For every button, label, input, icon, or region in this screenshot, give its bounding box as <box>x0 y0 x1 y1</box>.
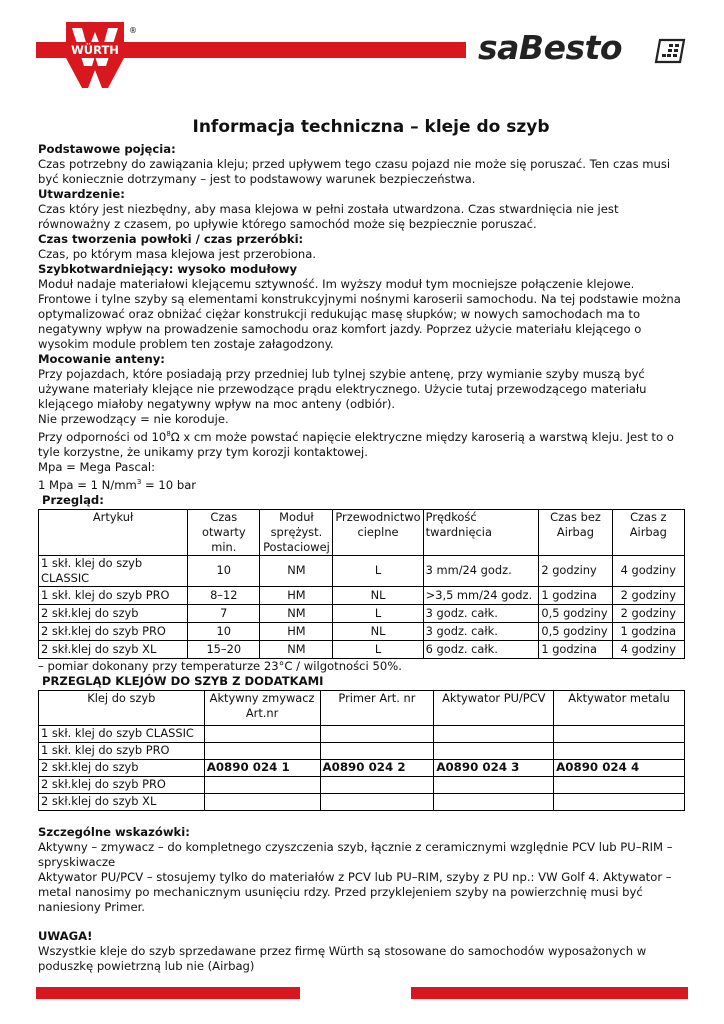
mpa-before: 1 Mpa = 1 N/mm <box>38 477 137 492</box>
column-header: Aktywator PU/PCV <box>434 690 554 725</box>
section-basic-terms <box>38 142 688 187</box>
table-row <box>39 640 685 658</box>
notes-heading: Szczególne wskazówki: <box>38 824 190 839</box>
resistance-before: Przy odporności od 10 <box>38 429 167 444</box>
section-heading: Czas tworzenia powłoki / czas przeróbki: <box>38 232 304 246</box>
table-cell: NM <box>260 640 333 658</box>
table-cell <box>554 725 685 742</box>
table-cell <box>434 776 554 793</box>
table-cell: 1 skł. klej do szyb CLASSIC <box>39 725 205 742</box>
table-cell: NM <box>260 555 333 586</box>
article-number-cell: A0890 024 2 <box>320 759 434 776</box>
notes-text: Aktywator PU/PCV – stosujemy tylko do materiałów z PCV lub PU–RIM, szyby z PU np.: VW Golf 4. Aktywator – metal nanosimy po mechanicznym usunięciu rdzy. Przed przyklejeniem szyby na powierzchnię musi być naniesiony Primer. <box>38 869 672 914</box>
table-cell: 2 skł.klej do szyb <box>39 604 188 622</box>
table-cell <box>434 742 554 759</box>
warning-text: Wszystkie kleje do szyb sprzedawane przez firmę Würth są stosowane do samochodów wyposażonych w poduszkę powietrzną lub nie (Airbag) <box>38 943 647 973</box>
column-header: Czas z Airbag <box>612 509 684 555</box>
column-header: Czas bez Airbag <box>539 509 612 555</box>
table-cell: 10 <box>188 555 260 586</box>
table-row <box>39 742 685 759</box>
table-header-row <box>39 690 685 725</box>
table-cell <box>204 725 320 742</box>
sabesto-mark-icon <box>654 38 686 64</box>
footer-red-bar-left <box>36 987 300 999</box>
section-text: Czas potrzebny do zawiązania kleju; przed upływem tego czasu pojazd nie może się poruszać. Ten czas musi być koniecznie dotrzymany – jest to podstawowy warunek bezpieczeństwa. <box>38 157 671 186</box>
additives-heading: PRZEGLĄD KLEJÓW DO SZYB Z DODATKAMI <box>42 673 324 688</box>
table-cell: 1 godzina <box>539 586 612 604</box>
table-cell <box>554 793 685 810</box>
table-row <box>39 622 685 640</box>
table-cell: 2 godziny <box>612 604 684 622</box>
article-number-cell: A0890 024 4 <box>554 759 685 776</box>
registered-mark: ® <box>129 26 137 35</box>
table-cell: HM <box>260 622 333 640</box>
table-cell <box>554 776 685 793</box>
footer-red-bar-right <box>411 987 688 999</box>
resistance-text <box>38 427 688 460</box>
table-cell: 2 godziny <box>539 555 612 586</box>
mpa-after: = 10 bar <box>141 477 197 492</box>
mpa-equation <box>38 475 688 493</box>
table-cell <box>204 776 320 793</box>
table-cell <box>320 742 434 759</box>
table-cell: 2 skł.klej do szyb <box>39 759 205 776</box>
page-title: Informacja techniczna – kleje do szyb <box>192 117 550 137</box>
table-cell <box>320 725 434 742</box>
table-cell <box>434 793 554 810</box>
table-cell: NL <box>333 586 423 604</box>
table-cell: 2 skł.klej do szyb PRO <box>39 776 205 793</box>
resistance-exponent: 8 <box>166 430 171 438</box>
article-number-cell: A0890 024 1 <box>204 759 320 776</box>
notes-text: Aktywny – zmywacz – do kompletnego czyszczenia szyb, łącznie z ceramicznymi względnie PCV lub PU–RIM – spryskiwacze <box>38 839 673 869</box>
column-header: Primer Art. nr <box>320 690 434 725</box>
section-heading: Podstawowe pojęcia: <box>38 142 176 156</box>
table-cell <box>204 742 320 759</box>
table-cell: 3 godz. całk. <box>423 604 539 622</box>
section-text: Przy pojazdach, które posiadają przy przedniej lub tylnej szybie antenę, przy wymianie szyby muszą być używane materiały klejące nie przewodzące prądu elektrycznego. Użycie tutaj przewodzącego materiału klejącego miałoby negatywny wpływ na moc anteny (odbiór). <box>38 367 647 411</box>
page-header <box>0 0 724 100</box>
table-cell: 1 skł. klej do szyb PRO <box>39 586 188 604</box>
column-header: Przewodnictwo cieplne <box>333 509 423 555</box>
column-header: Klej do szyb <box>39 690 205 725</box>
section-antenna <box>38 352 688 493</box>
table-cell: 1 skł. klej do szyb PRO <box>39 742 205 759</box>
table-cell: 3 godz. całk. <box>423 622 539 640</box>
table-cell: 2 skł.klej do szyb XL <box>39 640 188 658</box>
table-cell: L <box>333 640 423 658</box>
column-header: Aktywator metalu <box>554 690 685 725</box>
table-cell <box>204 793 320 810</box>
spacer <box>38 811 688 825</box>
table-cell: >3,5 mm/24 godz. <box>423 586 539 604</box>
table-cell: L <box>333 555 423 586</box>
table-cell: 1 skł. klej do szyb CLASSIC <box>39 555 188 586</box>
sabesto-logo-text: saBesto <box>478 28 623 67</box>
column-header: Czas otwarty min. <box>188 509 260 555</box>
table-cell: 8–12 <box>188 586 260 604</box>
section-heading: Mocowanie anteny: <box>38 352 165 366</box>
measurement-note: – pomiar dokonany przy temperaturze 23°C / wilgotności 50%. <box>38 658 402 673</box>
table-cell: 2 skł.klej do szyb XL <box>39 793 205 810</box>
overview-table <box>38 509 685 659</box>
table-cell: 3 mm/24 godz. <box>423 555 539 586</box>
table-cell: NM <box>260 604 333 622</box>
table-header-row <box>39 509 685 555</box>
table-cell: 7 <box>188 604 260 622</box>
column-header: Aktywny zmywacz Art.nr <box>204 690 320 725</box>
table-cell: 1 godzina <box>612 622 684 640</box>
table-cell <box>434 725 554 742</box>
table-row <box>39 555 685 586</box>
wurth-logo-text: WÜRTH <box>71 43 119 57</box>
overview-heading: Przegląd: <box>42 492 104 507</box>
warning-heading: UWAGA! <box>38 928 93 943</box>
table-cell: 4 godziny <box>612 555 684 586</box>
section-heading: Utwardzenie: <box>38 187 125 201</box>
table-cell: 1 godzina <box>539 640 612 658</box>
column-header: Moduł sprężyst. Postaciowej <box>260 509 333 555</box>
table-cell: 6 godz. całk. <box>423 640 539 658</box>
section-fast-curing <box>38 262 688 352</box>
mpa-exponent: 3 <box>136 477 142 486</box>
section-text: Moduł nadaje materiałowi klejącemu sztywność. Im wyższy moduł tym mocniejsze połączenie klejowe. Frontowe i tylne szyby są elementami konstrukcyjnymi nośnymi karoserii samochodu. Na tej podstawie można optymalizować oraz obniżać ciężar konstrukcji redukując masę słupków; w nowych samochodach ma to negatywny wpływ na prowadzenie samochodu oraz komfort jazdy. Poprzez użycie materiału klejącego o wysokim module problem ten zostaje załagodzony. <box>38 277 681 351</box>
document-body <box>38 112 688 974</box>
section-text: Czas który jest niezbędny, aby masa klejowa w pełni została utwardzona. Czas stwardnięcia nie jest równoważny z czasem, po upływie którego samochód może się bezpiecznie poruszać. <box>38 202 619 231</box>
table-row <box>39 725 685 742</box>
red-bar-center <box>126 42 466 58</box>
table-cell: 4 godziny <box>612 640 684 658</box>
table-cell <box>554 742 685 759</box>
table-cell: NL <box>333 622 423 640</box>
article-number-cell: A0890 024 3 <box>434 759 554 776</box>
resistance-after: Ω x cm może powstać napięcie elektryczne między karoserią a warstwą kleju. Jest to o tyle korzystne, że unikamy przy tym korozji kontaktowej. <box>38 429 674 459</box>
table-row <box>39 776 685 793</box>
table-cell: HM <box>260 586 333 604</box>
table-cell: L <box>333 604 423 622</box>
section-curing <box>38 187 688 232</box>
section-skin-time <box>38 232 688 262</box>
spacer <box>38 915 688 929</box>
table-cell <box>320 776 434 793</box>
table-cell: 10 <box>188 622 260 640</box>
table-cell: 0,5 godziny <box>539 604 612 622</box>
table-cell: 15–20 <box>188 640 260 658</box>
column-header: Prędkość twardnięcia <box>423 509 539 555</box>
wurth-logo <box>62 18 128 90</box>
additives-table <box>38 690 685 811</box>
table-row <box>39 586 685 604</box>
table-cell <box>320 793 434 810</box>
table-row <box>39 793 685 810</box>
table-cell: 2 godziny <box>612 586 684 604</box>
table-row <box>39 604 685 622</box>
column-header: Artykuł <box>39 509 188 555</box>
table-cell: 2 skł.klej do szyb PRO <box>39 622 188 640</box>
mpa-line: Mpa = Mega Pascal: <box>38 459 156 474</box>
section-text: Nie przewodzący = nie koroduje. <box>38 412 229 426</box>
table-row <box>39 759 685 776</box>
section-heading: Szybkotwardniejący: wysoko modułowy <box>38 262 298 276</box>
table-cell: 0,5 godziny <box>539 622 612 640</box>
section-text: Czas, po którym masa klejowa jest przerobiona. <box>38 247 317 261</box>
